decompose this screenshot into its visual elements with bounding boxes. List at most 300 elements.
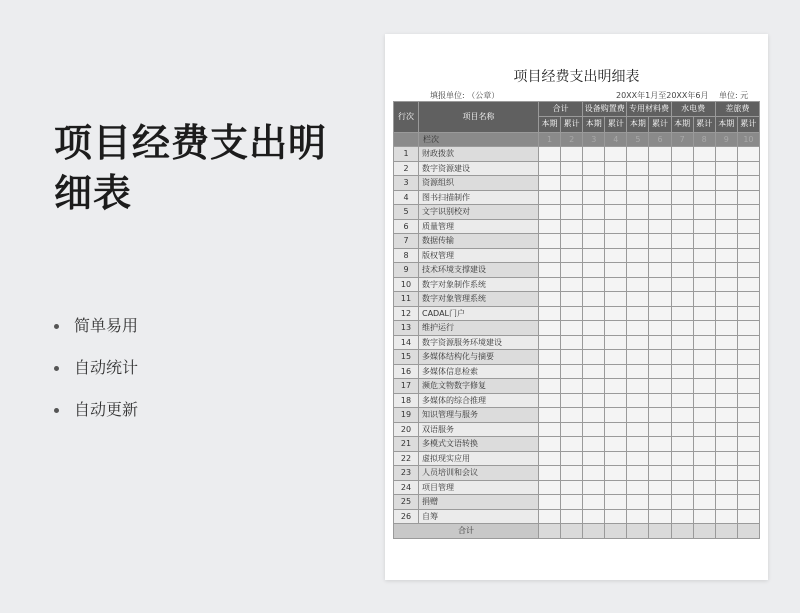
header-current-period: 本期	[671, 116, 693, 132]
value-cell[interactable]	[539, 408, 561, 423]
value-cell[interactable]	[671, 190, 693, 205]
value-cell[interactable]	[605, 480, 627, 495]
value-cell[interactable]	[561, 219, 583, 234]
value-cell[interactable]	[715, 248, 737, 263]
value-cell[interactable]	[539, 248, 561, 263]
value-cell[interactable]	[671, 379, 693, 394]
total-value-cell[interactable]	[605, 524, 627, 539]
value-cell[interactable]	[583, 219, 605, 234]
value-cell[interactable]	[693, 480, 715, 495]
value-cell[interactable]	[737, 335, 759, 350]
value-cell[interactable]	[737, 161, 759, 176]
row-number: 5	[394, 205, 419, 220]
value-cell[interactable]	[627, 321, 649, 336]
value-cell[interactable]	[737, 205, 759, 220]
value-cell[interactable]	[605, 277, 627, 292]
value-cell[interactable]	[715, 437, 737, 452]
value-cell[interactable]	[539, 219, 561, 234]
value-cell[interactable]	[649, 379, 671, 394]
value-cell[interactable]	[737, 147, 759, 162]
item-name: 数据传输	[419, 234, 539, 249]
value-cell[interactable]	[561, 147, 583, 162]
value-cell[interactable]	[715, 234, 737, 249]
column-number-cell: 5	[627, 132, 649, 147]
value-cell[interactable]	[605, 234, 627, 249]
value-cell[interactable]	[605, 379, 627, 394]
value-cell[interactable]	[561, 422, 583, 437]
total-value-cell[interactable]	[737, 524, 759, 539]
item-name: 版权管理	[419, 248, 539, 263]
value-cell[interactable]	[671, 205, 693, 220]
value-cell[interactable]	[605, 306, 627, 321]
value-cell[interactable]	[649, 205, 671, 220]
value-cell[interactable]	[539, 393, 561, 408]
value-cell[interactable]	[649, 321, 671, 336]
value-cell[interactable]	[539, 292, 561, 307]
value-cell[interactable]	[715, 364, 737, 379]
value-cell[interactable]	[627, 495, 649, 510]
total-value-cell[interactable]	[671, 524, 693, 539]
value-cell[interactable]	[583, 161, 605, 176]
item-name: 文字识别校对	[419, 205, 539, 220]
value-cell[interactable]	[671, 306, 693, 321]
total-value-cell[interactable]	[539, 524, 561, 539]
value-cell[interactable]	[715, 292, 737, 307]
value-cell[interactable]	[737, 248, 759, 263]
row-number: 16	[394, 364, 419, 379]
value-cell[interactable]	[649, 335, 671, 350]
value-cell[interactable]	[715, 495, 737, 510]
value-cell[interactable]	[693, 161, 715, 176]
value-cell[interactable]	[715, 509, 737, 524]
value-cell[interactable]	[605, 292, 627, 307]
value-cell[interactable]	[649, 422, 671, 437]
value-cell[interactable]	[539, 176, 561, 191]
value-cell[interactable]	[539, 190, 561, 205]
value-cell[interactable]	[671, 509, 693, 524]
value-cell[interactable]	[561, 263, 583, 278]
value-cell[interactable]	[583, 306, 605, 321]
value-cell[interactable]	[583, 292, 605, 307]
value-cell[interactable]	[627, 422, 649, 437]
value-cell[interactable]	[627, 437, 649, 452]
value-cell[interactable]	[583, 176, 605, 191]
value-cell[interactable]	[715, 393, 737, 408]
value-cell[interactable]	[583, 495, 605, 510]
value-cell[interactable]	[561, 364, 583, 379]
value-cell[interactable]	[627, 509, 649, 524]
value-cell[interactable]	[561, 234, 583, 249]
value-cell[interactable]	[671, 321, 693, 336]
value-cell[interactable]	[671, 147, 693, 162]
value-cell[interactable]	[583, 509, 605, 524]
value-cell[interactable]	[539, 379, 561, 394]
value-cell[interactable]	[561, 248, 583, 263]
value-cell[interactable]	[737, 234, 759, 249]
value-cell[interactable]	[737, 364, 759, 379]
value-cell[interactable]	[693, 321, 715, 336]
value-cell[interactable]	[539, 509, 561, 524]
value-cell[interactable]	[737, 466, 759, 481]
value-cell[interactable]	[627, 190, 649, 205]
value-cell[interactable]	[649, 364, 671, 379]
value-cell[interactable]	[693, 176, 715, 191]
total-value-cell[interactable]	[693, 524, 715, 539]
value-cell[interactable]	[737, 451, 759, 466]
value-cell[interactable]	[539, 306, 561, 321]
value-cell[interactable]	[671, 234, 693, 249]
value-cell[interactable]	[671, 292, 693, 307]
value-cell[interactable]	[737, 321, 759, 336]
value-cell[interactable]	[561, 466, 583, 481]
value-cell[interactable]	[539, 495, 561, 510]
value-cell[interactable]	[583, 248, 605, 263]
value-cell[interactable]	[539, 350, 561, 365]
value-cell[interactable]	[693, 379, 715, 394]
value-cell[interactable]	[539, 335, 561, 350]
value-cell[interactable]	[737, 292, 759, 307]
value-cell[interactable]	[583, 480, 605, 495]
value-cell[interactable]	[671, 263, 693, 278]
value-cell[interactable]	[693, 495, 715, 510]
value-cell[interactable]	[715, 451, 737, 466]
value-cell[interactable]	[561, 379, 583, 394]
value-cell[interactable]	[539, 364, 561, 379]
value-cell[interactable]	[583, 277, 605, 292]
value-cell[interactable]	[737, 408, 759, 423]
value-cell[interactable]	[649, 234, 671, 249]
value-cell[interactable]	[561, 321, 583, 336]
value-cell[interactable]	[583, 234, 605, 249]
column-number-cell: 4	[605, 132, 627, 147]
value-cell[interactable]	[715, 480, 737, 495]
value-cell[interactable]	[627, 466, 649, 481]
value-cell[interactable]	[561, 176, 583, 191]
value-cell[interactable]	[649, 219, 671, 234]
value-cell[interactable]	[693, 190, 715, 205]
value-cell[interactable]	[605, 190, 627, 205]
value-cell[interactable]	[605, 205, 627, 220]
value-cell[interactable]	[649, 451, 671, 466]
value-cell[interactable]	[649, 495, 671, 510]
value-cell[interactable]	[693, 306, 715, 321]
value-cell[interactable]	[671, 364, 693, 379]
value-cell[interactable]	[583, 205, 605, 220]
value-cell[interactable]	[583, 147, 605, 162]
item-name: 虚拟现实应用	[419, 451, 539, 466]
value-cell[interactable]	[605, 161, 627, 176]
value-cell[interactable]	[539, 437, 561, 452]
value-cell[interactable]	[737, 263, 759, 278]
value-cell[interactable]	[627, 277, 649, 292]
value-cell[interactable]	[627, 234, 649, 249]
value-cell[interactable]	[561, 277, 583, 292]
value-cell[interactable]	[649, 408, 671, 423]
value-cell[interactable]	[605, 176, 627, 191]
value-cell[interactable]	[605, 437, 627, 452]
value-cell[interactable]	[693, 292, 715, 307]
value-cell[interactable]	[561, 480, 583, 495]
value-cell[interactable]	[649, 263, 671, 278]
value-cell[interactable]	[649, 509, 671, 524]
value-cell[interactable]	[715, 219, 737, 234]
row-number: 13	[394, 321, 419, 336]
header-current-period: 本期	[583, 116, 605, 132]
value-cell[interactable]	[561, 437, 583, 452]
value-cell[interactable]	[605, 495, 627, 510]
value-cell[interactable]	[583, 451, 605, 466]
value-cell[interactable]	[671, 495, 693, 510]
value-cell[interactable]	[693, 277, 715, 292]
value-cell[interactable]	[539, 147, 561, 162]
value-cell[interactable]	[671, 451, 693, 466]
value-cell[interactable]	[561, 292, 583, 307]
value-cell[interactable]	[671, 277, 693, 292]
value-cell[interactable]	[649, 190, 671, 205]
value-cell[interactable]	[583, 437, 605, 452]
value-cell[interactable]	[737, 422, 759, 437]
value-cell[interactable]	[561, 306, 583, 321]
column-number-label: 栏次	[419, 132, 539, 147]
item-name: 图书扫描制作	[419, 190, 539, 205]
value-cell[interactable]	[649, 147, 671, 162]
value-cell[interactable]	[671, 219, 693, 234]
total-value-cell[interactable]	[715, 524, 737, 539]
value-cell[interactable]	[737, 190, 759, 205]
value-cell[interactable]	[605, 263, 627, 278]
reporting-period: 20XX年1月至20XX年6月	[616, 91, 709, 100]
value-cell[interactable]	[693, 205, 715, 220]
value-cell[interactable]	[715, 277, 737, 292]
value-cell[interactable]	[737, 437, 759, 452]
value-cell[interactable]	[715, 263, 737, 278]
value-cell[interactable]	[627, 364, 649, 379]
value-cell[interactable]	[693, 422, 715, 437]
value-cell[interactable]	[715, 350, 737, 365]
value-cell[interactable]	[627, 248, 649, 263]
value-cell[interactable]	[561, 451, 583, 466]
value-cell[interactable]	[737, 379, 759, 394]
value-cell[interactable]	[627, 350, 649, 365]
value-cell[interactable]	[671, 161, 693, 176]
value-cell[interactable]	[715, 176, 737, 191]
value-cell[interactable]	[671, 480, 693, 495]
value-cell[interactable]	[693, 451, 715, 466]
value-cell[interactable]	[561, 190, 583, 205]
value-cell[interactable]	[605, 335, 627, 350]
value-cell[interactable]	[605, 451, 627, 466]
value-cell[interactable]	[737, 495, 759, 510]
value-cell[interactable]	[737, 176, 759, 191]
value-cell[interactable]	[737, 219, 759, 234]
value-cell[interactable]	[539, 480, 561, 495]
value-cell[interactable]	[605, 248, 627, 263]
value-cell[interactable]	[605, 364, 627, 379]
value-cell[interactable]	[539, 321, 561, 336]
table-row	[394, 161, 760, 176]
value-cell[interactable]	[693, 234, 715, 249]
table-row	[394, 408, 760, 423]
value-cell[interactable]	[693, 248, 715, 263]
value-cell[interactable]	[671, 248, 693, 263]
value-cell[interactable]	[737, 350, 759, 365]
value-cell[interactable]	[715, 161, 737, 176]
value-cell[interactable]	[649, 466, 671, 481]
value-cell[interactable]	[715, 147, 737, 162]
value-cell[interactable]	[627, 219, 649, 234]
value-cell[interactable]	[583, 422, 605, 437]
value-cell[interactable]	[583, 408, 605, 423]
table-row	[394, 364, 760, 379]
value-cell[interactable]	[561, 335, 583, 350]
value-cell[interactable]	[671, 335, 693, 350]
value-cell[interactable]	[605, 147, 627, 162]
value-cell[interactable]	[715, 190, 737, 205]
value-cell[interactable]	[627, 379, 649, 394]
value-cell[interactable]	[715, 306, 737, 321]
value-cell[interactable]	[649, 437, 671, 452]
value-cell[interactable]	[583, 190, 605, 205]
value-cell[interactable]	[583, 364, 605, 379]
value-cell[interactable]	[737, 277, 759, 292]
value-cell[interactable]	[561, 509, 583, 524]
total-value-cell[interactable]	[583, 524, 605, 539]
column-number-cell: 8	[693, 132, 715, 147]
table-row	[394, 393, 760, 408]
value-cell[interactable]	[649, 248, 671, 263]
value-cell[interactable]	[539, 234, 561, 249]
value-cell[interactable]	[539, 205, 561, 220]
value-cell[interactable]	[693, 393, 715, 408]
value-cell[interactable]	[693, 437, 715, 452]
value-cell[interactable]	[693, 466, 715, 481]
value-cell[interactable]	[671, 350, 693, 365]
value-cell[interactable]	[627, 147, 649, 162]
value-cell[interactable]	[693, 263, 715, 278]
total-value-cell[interactable]	[561, 524, 583, 539]
value-cell[interactable]	[583, 263, 605, 278]
value-cell[interactable]	[539, 451, 561, 466]
value-cell[interactable]	[693, 350, 715, 365]
value-cell[interactable]	[627, 480, 649, 495]
value-cell[interactable]	[627, 306, 649, 321]
value-cell[interactable]	[649, 393, 671, 408]
value-cell[interactable]	[715, 466, 737, 481]
value-cell[interactable]	[539, 161, 561, 176]
value-cell[interactable]	[539, 422, 561, 437]
value-cell[interactable]	[649, 480, 671, 495]
feature-label: 简单易用	[74, 316, 139, 335]
value-cell[interactable]	[737, 480, 759, 495]
bullet-icon	[54, 324, 59, 329]
value-cell[interactable]	[539, 263, 561, 278]
value-cell[interactable]	[583, 379, 605, 394]
header-group: 差旅费	[715, 102, 759, 117]
value-cell[interactable]	[693, 335, 715, 350]
value-cell[interactable]	[649, 306, 671, 321]
value-cell[interactable]	[693, 147, 715, 162]
value-cell[interactable]	[539, 466, 561, 481]
value-cell[interactable]	[693, 219, 715, 234]
value-cell[interactable]	[715, 205, 737, 220]
value-cell[interactable]	[671, 466, 693, 481]
value-cell[interactable]	[627, 205, 649, 220]
value-cell[interactable]	[605, 219, 627, 234]
value-cell[interactable]	[627, 408, 649, 423]
value-cell[interactable]	[649, 161, 671, 176]
value-cell[interactable]	[715, 321, 737, 336]
value-cell[interactable]	[583, 335, 605, 350]
row-number: 3	[394, 176, 419, 191]
value-cell[interactable]	[627, 451, 649, 466]
value-cell[interactable]	[737, 393, 759, 408]
value-cell[interactable]	[715, 335, 737, 350]
value-cell[interactable]	[561, 205, 583, 220]
value-cell[interactable]	[671, 176, 693, 191]
value-cell[interactable]	[605, 466, 627, 481]
value-cell[interactable]	[649, 292, 671, 307]
value-cell[interactable]	[627, 335, 649, 350]
value-cell[interactable]	[627, 263, 649, 278]
row-number: 20	[394, 422, 419, 437]
total-value-cell[interactable]	[649, 524, 671, 539]
value-cell[interactable]	[737, 306, 759, 321]
value-cell[interactable]	[605, 422, 627, 437]
value-cell[interactable]	[583, 466, 605, 481]
value-cell[interactable]	[649, 350, 671, 365]
value-cell[interactable]	[627, 176, 649, 191]
value-cell[interactable]	[737, 509, 759, 524]
value-cell[interactable]	[605, 350, 627, 365]
value-cell[interactable]	[561, 350, 583, 365]
value-cell[interactable]	[561, 393, 583, 408]
value-cell[interactable]	[627, 161, 649, 176]
value-cell[interactable]	[671, 408, 693, 423]
value-cell[interactable]	[561, 161, 583, 176]
value-cell[interactable]	[671, 422, 693, 437]
value-cell[interactable]	[561, 495, 583, 510]
value-cell[interactable]	[605, 509, 627, 524]
value-cell[interactable]	[539, 277, 561, 292]
value-cell[interactable]	[561, 408, 583, 423]
value-cell[interactable]	[649, 277, 671, 292]
value-cell[interactable]	[715, 422, 737, 437]
value-cell[interactable]	[605, 408, 627, 423]
feature-item	[54, 354, 138, 396]
value-cell[interactable]	[583, 350, 605, 365]
value-cell[interactable]	[715, 408, 737, 423]
value-cell[interactable]	[605, 321, 627, 336]
value-cell[interactable]	[671, 393, 693, 408]
value-cell[interactable]	[693, 364, 715, 379]
value-cell[interactable]	[627, 292, 649, 307]
value-cell[interactable]	[693, 509, 715, 524]
column-number-cell: 2	[561, 132, 583, 147]
value-cell[interactable]	[693, 408, 715, 423]
value-cell[interactable]	[605, 393, 627, 408]
value-cell[interactable]	[671, 437, 693, 452]
value-cell[interactable]	[649, 176, 671, 191]
item-name: 数字资源服务环境建设	[419, 335, 539, 350]
row-number: 21	[394, 437, 419, 452]
item-name: 质量管理	[419, 219, 539, 234]
header-group: 水电费	[671, 102, 715, 117]
total-value-cell[interactable]	[627, 524, 649, 539]
value-cell[interactable]	[583, 321, 605, 336]
value-cell[interactable]	[715, 379, 737, 394]
value-cell[interactable]	[583, 393, 605, 408]
value-cell[interactable]	[627, 393, 649, 408]
